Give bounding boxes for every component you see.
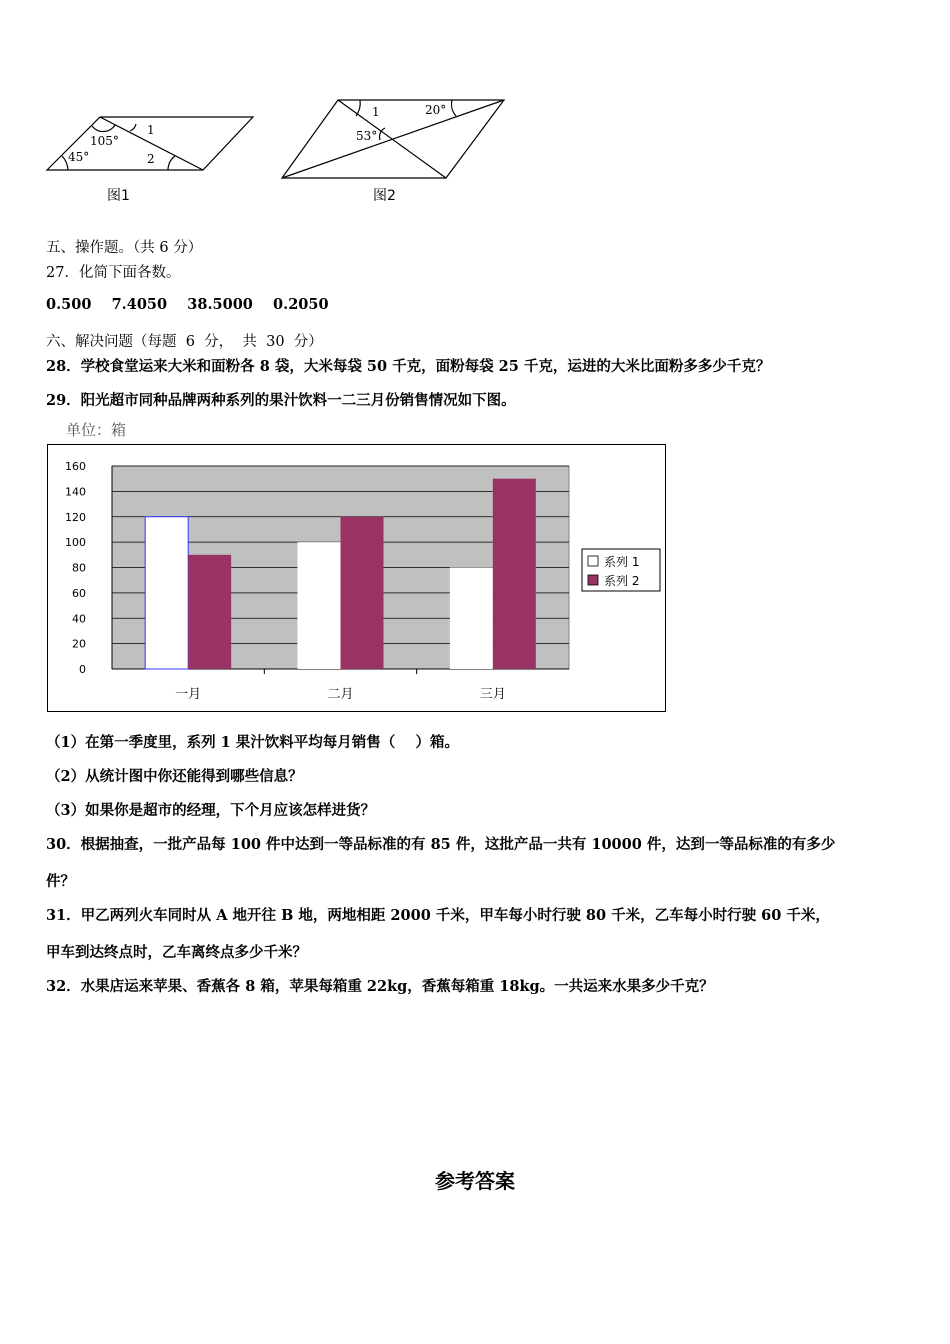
- y-tick-label: 60: [72, 586, 86, 600]
- question-31-line-1: 31．甲乙两列火车同时从 A 地开往 B 地，两地相距 2000 千米，甲车每小时行驶 80 千米，乙车每小时行驶 60 千米，: [46, 907, 830, 924]
- figure-1-label: 图1: [107, 188, 130, 204]
- y-tick-label: 140: [65, 485, 86, 499]
- question-27-numbers: 0.500 7.4050 38.5000 0.2050: [46, 296, 329, 313]
- question-27: 27．化简下面各数。: [46, 265, 181, 281]
- legend-swatch-2: [588, 575, 598, 585]
- bar-series-2-1: [188, 555, 231, 669]
- fig1-angle-105: 105°: [90, 134, 119, 148]
- section-6-heading: 六、解决问题（每题 6 分， 共 30 分）: [46, 334, 323, 350]
- x-category-label: 三月: [479, 687, 506, 702]
- question-30-line-1: 30．根据抽查，一批产品每 100 件中达到一等品标准的有 85 件，这批产品一共有 10000 件，达到一等品标准的有多少: [46, 836, 836, 853]
- bar-series-1-3: [450, 568, 493, 670]
- question-29: 29．阳光超市同种品牌两种系列的果汁饮料一二三月份销售情况如下图。: [46, 392, 516, 409]
- y-tick-label: 20: [72, 637, 86, 651]
- bar-series-2-3: [493, 479, 536, 669]
- question-28: 28．学校食堂运来大米和面粉各 8 袋，大米每袋 50 千克，面粉每袋 25 千克，运进的大米比面粉多多少千克？: [46, 358, 771, 375]
- fig1-angle-45: 45°: [68, 150, 90, 164]
- question-29-part-3: （3）如果你是超市的经理，下个月应该怎样进货？: [46, 802, 376, 819]
- y-tick-label: 160: [65, 460, 86, 473]
- figure-2-parallelogram: [282, 100, 504, 178]
- y-tick-label: 100: [65, 536, 86, 550]
- section-5-heading: 五、操作题。（共 6 分）: [46, 240, 203, 256]
- figure-2-label: 图2: [373, 188, 396, 204]
- question-32: 32．水果店运来苹果、香蕉各 8 箱，苹果每箱重 22kg，香蕉每箱重 18kg。一共运来水果多少千克？: [46, 978, 714, 995]
- fig2-angle-53: 53°: [356, 129, 378, 143]
- fig2-angle-20: 20°: [425, 103, 447, 117]
- fig1-mark-2: 2: [147, 152, 155, 166]
- x-category-label: 二月: [327, 687, 354, 702]
- y-tick-label: 0: [79, 663, 86, 676]
- question-29-part-1: （1）在第一季度里，系列 1 果汁饮料平均每月销售（ ）箱。: [46, 734, 459, 751]
- bar-series-2-2: [341, 517, 384, 669]
- bar-series-1-1: [145, 517, 188, 669]
- question-29-part-2: （2）从统计图中你还能得到哪些信息？: [46, 768, 303, 785]
- answer-title: 参考答案: [435, 1169, 515, 1193]
- question-30-line-2: 件？: [46, 873, 75, 890]
- fig2-mark-1: 1: [372, 105, 380, 119]
- bar-series-1-2: [298, 542, 341, 669]
- y-tick-label: 40: [72, 612, 86, 626]
- y-tick-label: 120: [65, 510, 86, 524]
- fig1-mark-1: 1: [147, 123, 155, 137]
- bar-chart: [48, 445, 665, 711]
- chart-unit-label: 单位：箱: [66, 421, 127, 439]
- legend-label-2: 系列 2: [604, 574, 640, 588]
- bar-chart-frame: [47, 444, 666, 712]
- y-tick-label: 80: [72, 561, 86, 575]
- x-category-label: 一月: [175, 687, 202, 702]
- geometry-figures: [0, 90, 560, 210]
- legend-label-1: 系列 1: [604, 555, 640, 569]
- legend-swatch-1: [588, 556, 598, 566]
- question-31-line-2: 甲车到达终点时，乙车离终点多少千米？: [46, 944, 307, 961]
